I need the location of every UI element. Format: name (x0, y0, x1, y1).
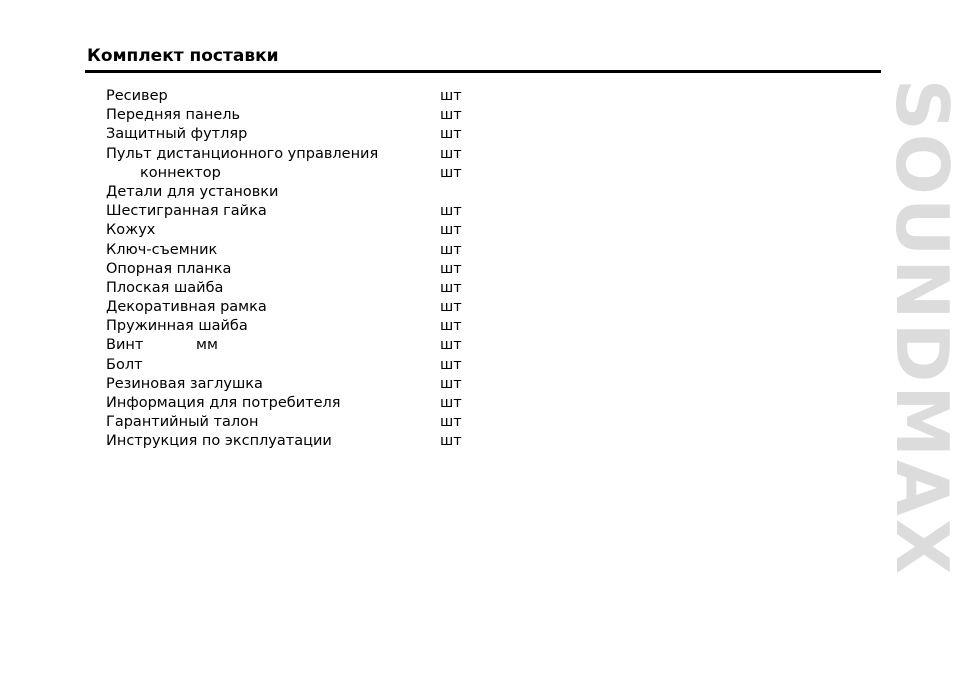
item-name: Винт (106, 337, 144, 354)
list-item (106, 87, 486, 106)
brand-logo: SOUNDMAX (880, 78, 964, 578)
item-unit: шт (440, 337, 462, 354)
item-name: Кожух (106, 222, 156, 239)
item-name: Шестигранная гайка (106, 203, 267, 220)
list-item (106, 279, 486, 298)
item-name: Ресивер (106, 88, 168, 104)
item-name: Передняя панель (106, 107, 241, 124)
item-name: Плоская шайба (106, 279, 224, 296)
list-item (106, 125, 486, 144)
item-unit: шт (440, 107, 462, 124)
item-unit: шт (440, 241, 462, 258)
list-item (106, 413, 486, 432)
item-unit: шт (440, 203, 462, 220)
item-unit: шт (440, 164, 462, 181)
list-item (106, 432, 486, 451)
item-name: Инструкция по эксплуатации (106, 433, 332, 450)
title-divider (85, 70, 881, 73)
list-item (106, 260, 486, 279)
list-item (106, 356, 486, 375)
item-name: Резиновая заглушка (106, 375, 263, 392)
item-unit: шт (440, 356, 462, 373)
item-name: Защитный футляр (106, 126, 248, 143)
list-item (106, 317, 486, 336)
list-item (106, 106, 486, 125)
page-title: Комплект поставки (87, 46, 279, 66)
item-unit: шт (440, 279, 462, 296)
item-name: Пульт дистанционного управления (106, 145, 379, 162)
list-item (106, 145, 486, 164)
item-name: Ключ-съемник (106, 241, 218, 258)
item-unit: шт (440, 433, 462, 450)
item-name: Опорная планка (106, 260, 232, 277)
item-name: коннектор (140, 164, 221, 181)
list-item (106, 202, 486, 221)
item-unit: шт (440, 126, 462, 143)
list-item (106, 375, 486, 394)
item-unit: шт (440, 395, 462, 411)
item-name: Декоративная рамка (106, 299, 267, 316)
item-unit: шт (440, 375, 462, 392)
item-unit: шт (440, 414, 462, 431)
list-item (106, 298, 486, 317)
item-name: Болт (106, 356, 143, 373)
item-name: Детали для установки (106, 183, 279, 200)
item-name: Гарантийный талон (106, 414, 259, 431)
package-contents-list (106, 87, 486, 452)
item-unit: шт (440, 260, 462, 277)
item-unit: шт (440, 299, 462, 316)
item-unit: шт (440, 88, 462, 104)
item-unit: шт (440, 222, 462, 239)
list-item (106, 394, 486, 413)
item-size-unit: мм (196, 337, 218, 354)
item-unit: шт (440, 318, 462, 335)
list-section-heading (106, 183, 486, 202)
list-item (106, 241, 486, 260)
item-name: Информация для потребителя (106, 395, 341, 411)
item-unit: шт (440, 145, 462, 162)
list-item (106, 221, 486, 240)
list-item (106, 164, 486, 183)
list-item (106, 336, 486, 355)
item-name: Пружинная шайба (106, 318, 248, 335)
